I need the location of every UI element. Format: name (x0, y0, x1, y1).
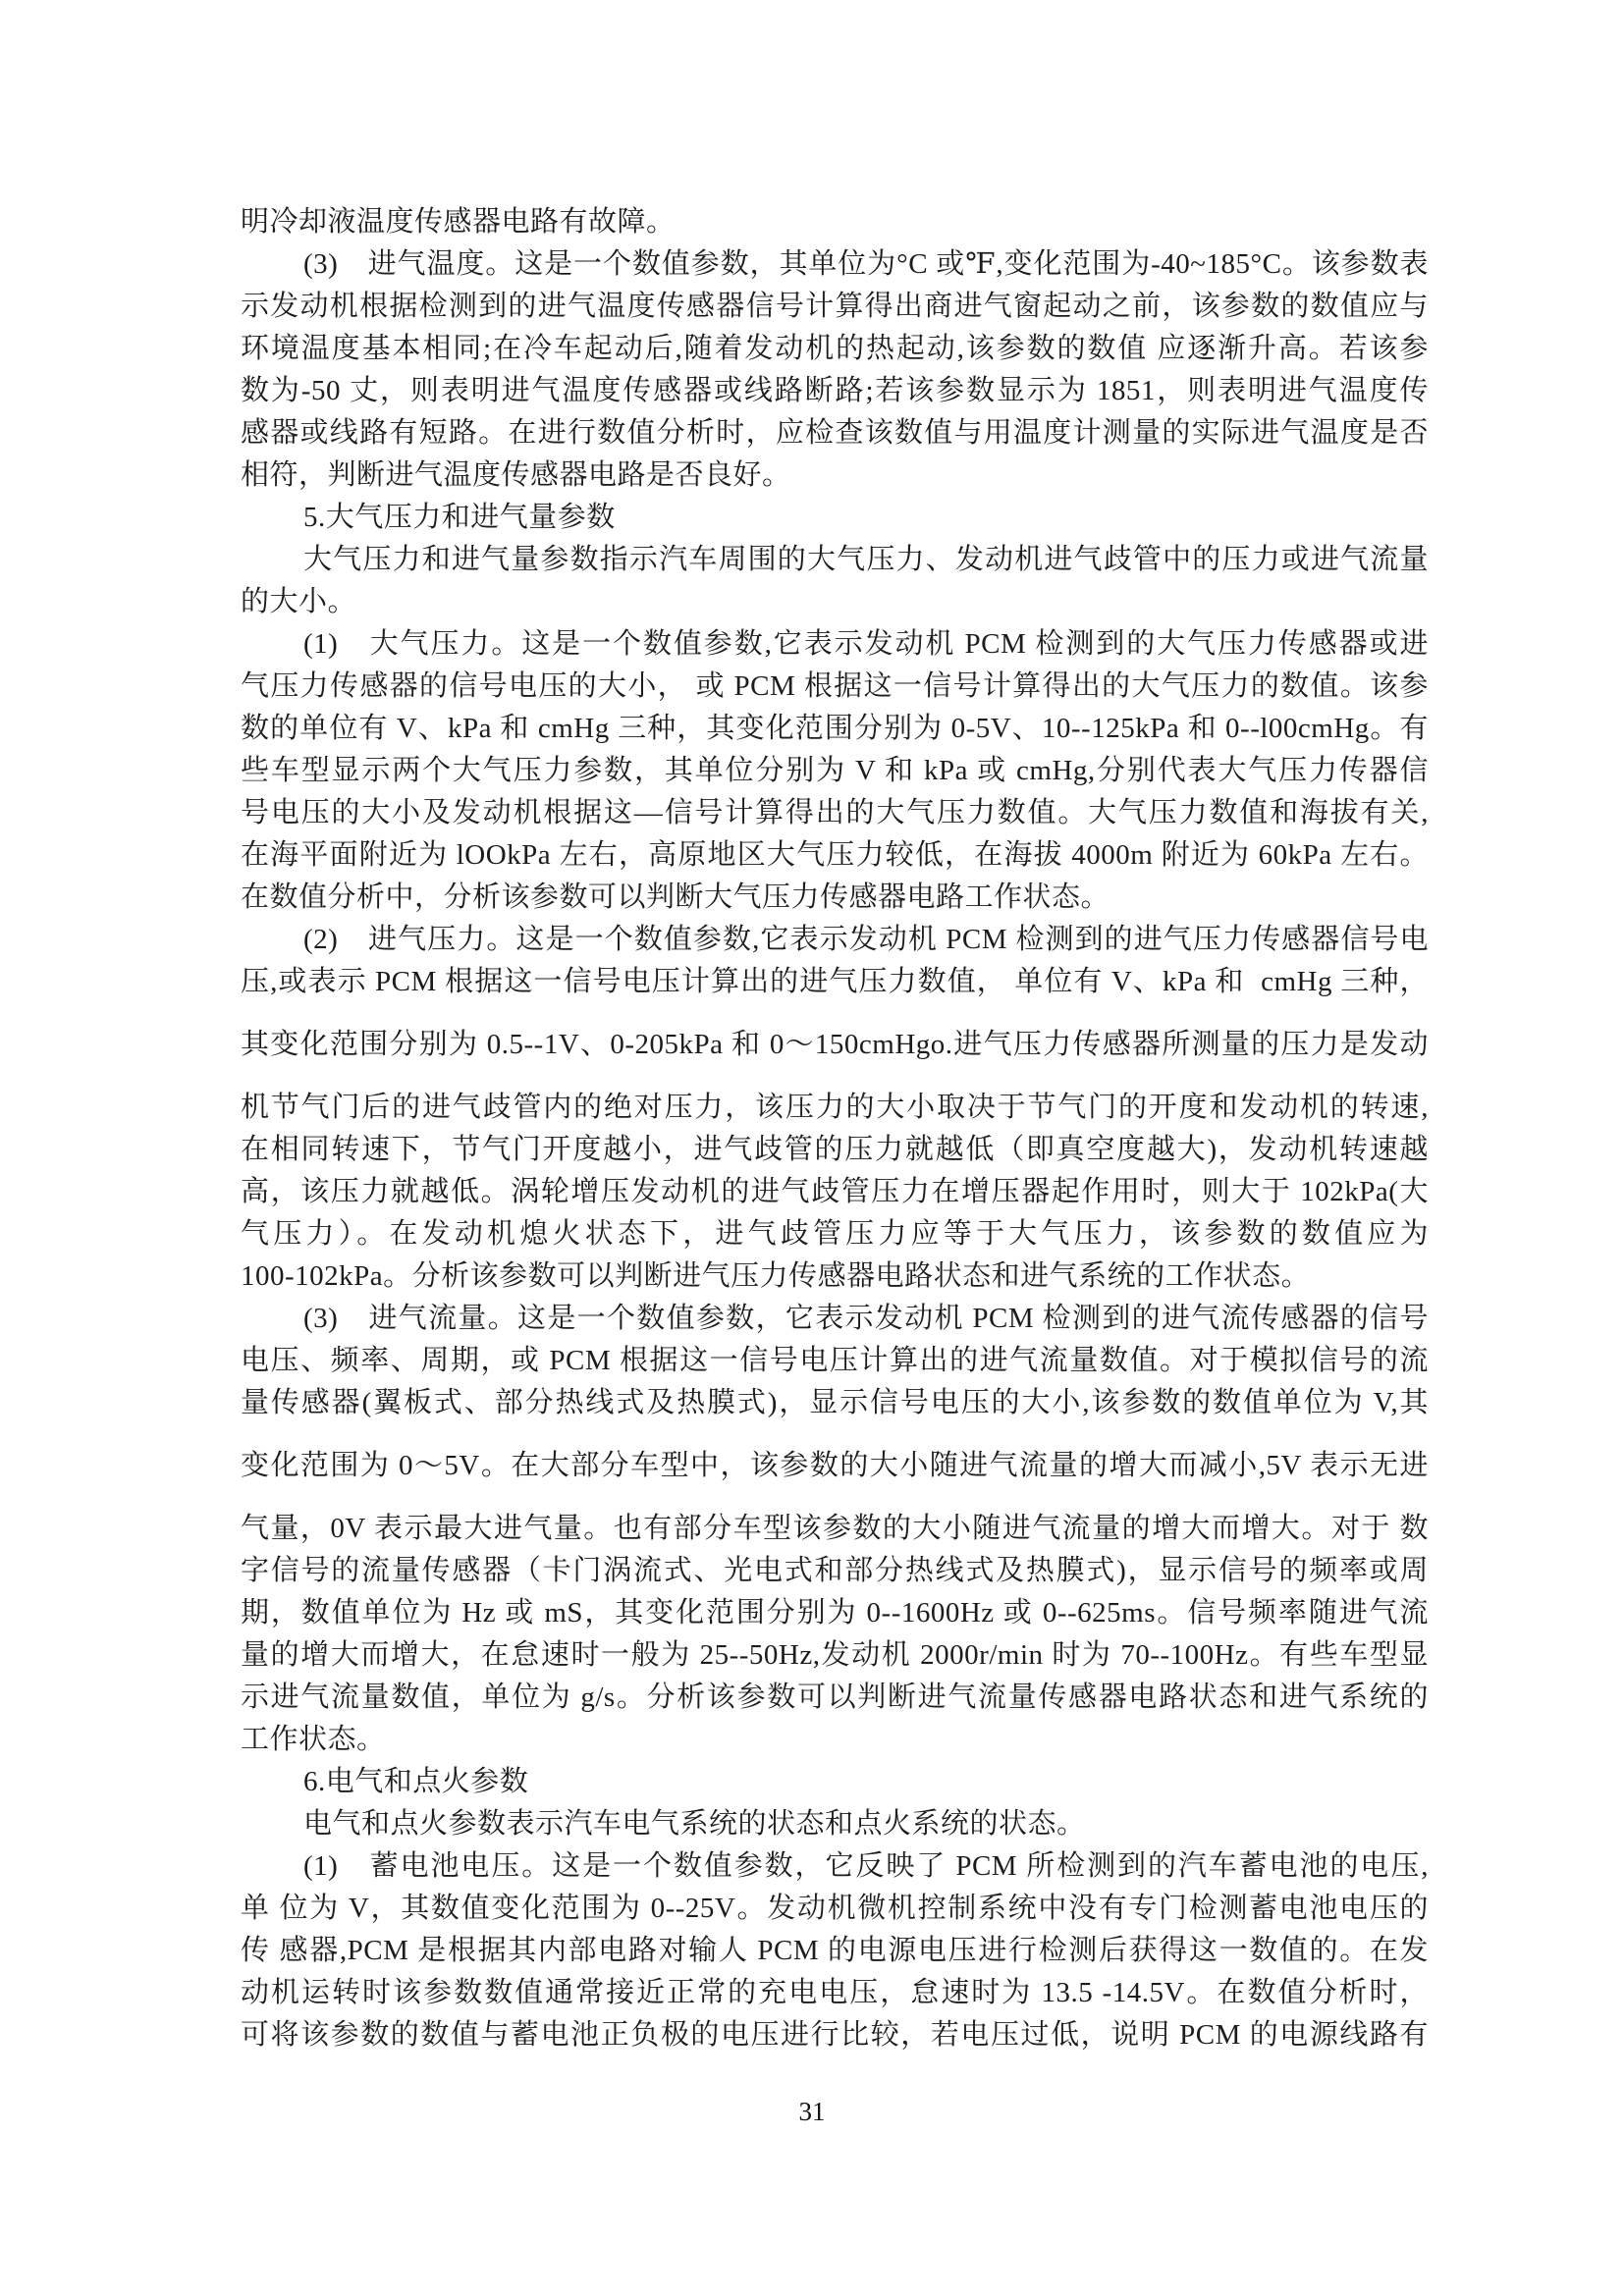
text-line: 相符，判断进气温度传感器电路是否良好。 (241, 459, 791, 491)
text-line: 气压力传感器的信号电压的大小， 或 PCM 根据这一信号计算得出的大气压力的数值。该参 (241, 670, 1429, 702)
text-line: 工作状态。 (241, 1724, 386, 1755)
text-line: 传 感器,PCM 是根据其内部电路对输人 PCM 的电源电压进行检测后获得这一数值的。在发 (241, 1935, 1429, 1966)
text-line: (3) 进气温度。这是一个数值参数，其单位为°C 或℉,变化范围为-40~185°C。该参数表 (303, 248, 1429, 280)
text-line: 量传感器(翼板式、部分热线式及热膜式)，显示信号电压的大小,该参数的数值单位为 V,其 (241, 1387, 1429, 1418)
text-line: 单 位为 V，其数值变化范围为 0--25V。发动机微机控制系统中没有专门检测蓄电池电压的 (241, 1893, 1429, 1924)
text-line: 其变化范围分别为 0.5--1V、0-205kPa 和 0〜150cmHgo.进气压力传感器所测量的压力是发动 (241, 1029, 1429, 1060)
text-line: 感器或线路有短路。在进行数值分析时，应检查该数值与用温度计测量的实际进气温度是否 (241, 417, 1429, 449)
text-line: 在海平面附近为 lOOkPa 左右，高原地区大气压力较低，在海拔 4000m 附近为 60kPa 左右。 (241, 839, 1429, 871)
text-block (241, 201, 1429, 2056)
text-line: (2) 进气压力。这是一个数值参数,它表示发动机 PCM 检测到的进气压力传感器信号电 (303, 924, 1429, 955)
text-line: 大气压力和进气量参数指示汽车周围的大气压力、发动机进气歧管中的压力或进气流量 (303, 544, 1429, 575)
text-line: 电压、频率、周期，或 PCM 根据这一信号电压计算出的进气流量数值。对于模拟信号的流 (241, 1345, 1429, 1376)
text-line: 100-102kPa。分析该参数可以判断进气压力传感器电路状态和进气系统的工作状态。 (241, 1260, 1311, 1292)
text-line: 字信号的流量传感器（卡门涡流式、光电式和部分热线式及热膜式)，显示信号的频率或周 (241, 1555, 1429, 1586)
text-line: 环境温度基本相同;在冷车起动后,随着发动机的热起动,该参数的数值 应逐渐升高。若该参 (241, 333, 1429, 364)
page-number: 31 (798, 2097, 826, 2126)
text-line: 气压力）。在发动机熄火状态下，进气歧管压力应等于大气压力，该参数的数值应为 (241, 1218, 1429, 1250)
text-line: 的大小。 (241, 586, 357, 617)
text-line: (3) 进气流量。这是一个数值参数，它表示发动机 PCM 检测到的进气流传感器的信号 (303, 1303, 1429, 1334)
text-line: 些车型显示两个大气压力参数，其单位分别为 V 和 kPa 或 cmHg,分别代表大气压力传器信 (241, 755, 1429, 786)
text-line: 示进气流量数值，单位为 g/s。分析该参数可以判断进气流量传感器电路状态和进气系统的 (241, 1682, 1429, 1713)
text-line: 高，该压力就越低。涡轮增压发动机的进气歧管压力在增压器起作用时，则大于 102kPa(大 (241, 1176, 1429, 1207)
text-line: 号电压的大小及发动机根据这—信号计算得出的大气压力数值。大气压力数值和海拔有关, (241, 797, 1429, 828)
text-line: 电气和点火参数表示汽车电气系统的状态和点火系统的状态。 (303, 1808, 1086, 1840)
text-line: 压,或表示 PCM 根据这一信号电压计算出的进气压力数值， 单位有 V、kPa 和 cmHg 三种， (241, 966, 1429, 997)
text-line: (1) 蓄电池电压。这是一个数值参数，它反映了 PCM 所检测到的汽车蓄电池的电压, (303, 1850, 1429, 1882)
text-line: 变化范围为 0〜5V。在大部分车型中，该参数的大小随进气流量的增大而减小,5V 表示无进 (241, 1450, 1429, 1481)
text-line: 在数值分析中，分析该参数可以判断大气压力传感器电路工作状态。 (241, 881, 1110, 913)
text-line: 示发动机根据检测到的进气温度传感器信号计算得出商进气窗起动之前，该参数的数值应与 (241, 291, 1429, 322)
text-line: 可将该参数的数值与蓄电池正负极的电压进行比较，若电压过低，说明 PCM 的电源线路有 (241, 2019, 1429, 2051)
text-line: 量的增大而增大，在怠速时一般为 25--50Hz,发动机 2000r/min 时为 70--100Hz。有些车型显 (241, 1639, 1429, 1671)
text-line: 6.电气和点火参数 (303, 1766, 529, 1797)
text-line: 期，数值单位为 Hz 或 mS，其变化范围分别为 0--1600Hz 或 0--625ms。信号频率随进气流 (241, 1597, 1429, 1629)
text-line: 数为-50 丈，则表明进气温度传感器或线路断路;若该参数显示为 1851，则表明进气温度传 (241, 375, 1429, 406)
text-line: 动机运转时该参数数值通常接近正常的充电电压，怠速时为 13.5 -14.5V。在数值分析时， (241, 1977, 1429, 2008)
text-line: (1) 大气压力。这是一个数值参数,它表示发动机 PCM 检测到的大气压力传感器或进 (303, 628, 1429, 660)
text-line: 气量，0V 表示最大进气量。也有部分车型该参数的大小随进气流量的增大而增大。对于 数 (241, 1513, 1429, 1544)
text-line: 机节气门后的进气歧管内的绝对压力，该压力的大小取决于节气门的开度和发动机的转速, (241, 1092, 1429, 1123)
text-line: 数的单位有 V、kPa 和 cmHg 三种，其变化范围分别为 0-5V、10--125kPa 和 0--l00cmHg。有 (241, 713, 1429, 744)
text-line: 在相同转速下，节气门开度越小，进气歧管的压力就越低（即真空度越大)，发动机转速越 (241, 1134, 1429, 1165)
text-line: 明冷却液温度传感器电路有故障。 (241, 206, 676, 238)
text-line: 5.大气压力和进气量参数 (303, 502, 616, 533)
